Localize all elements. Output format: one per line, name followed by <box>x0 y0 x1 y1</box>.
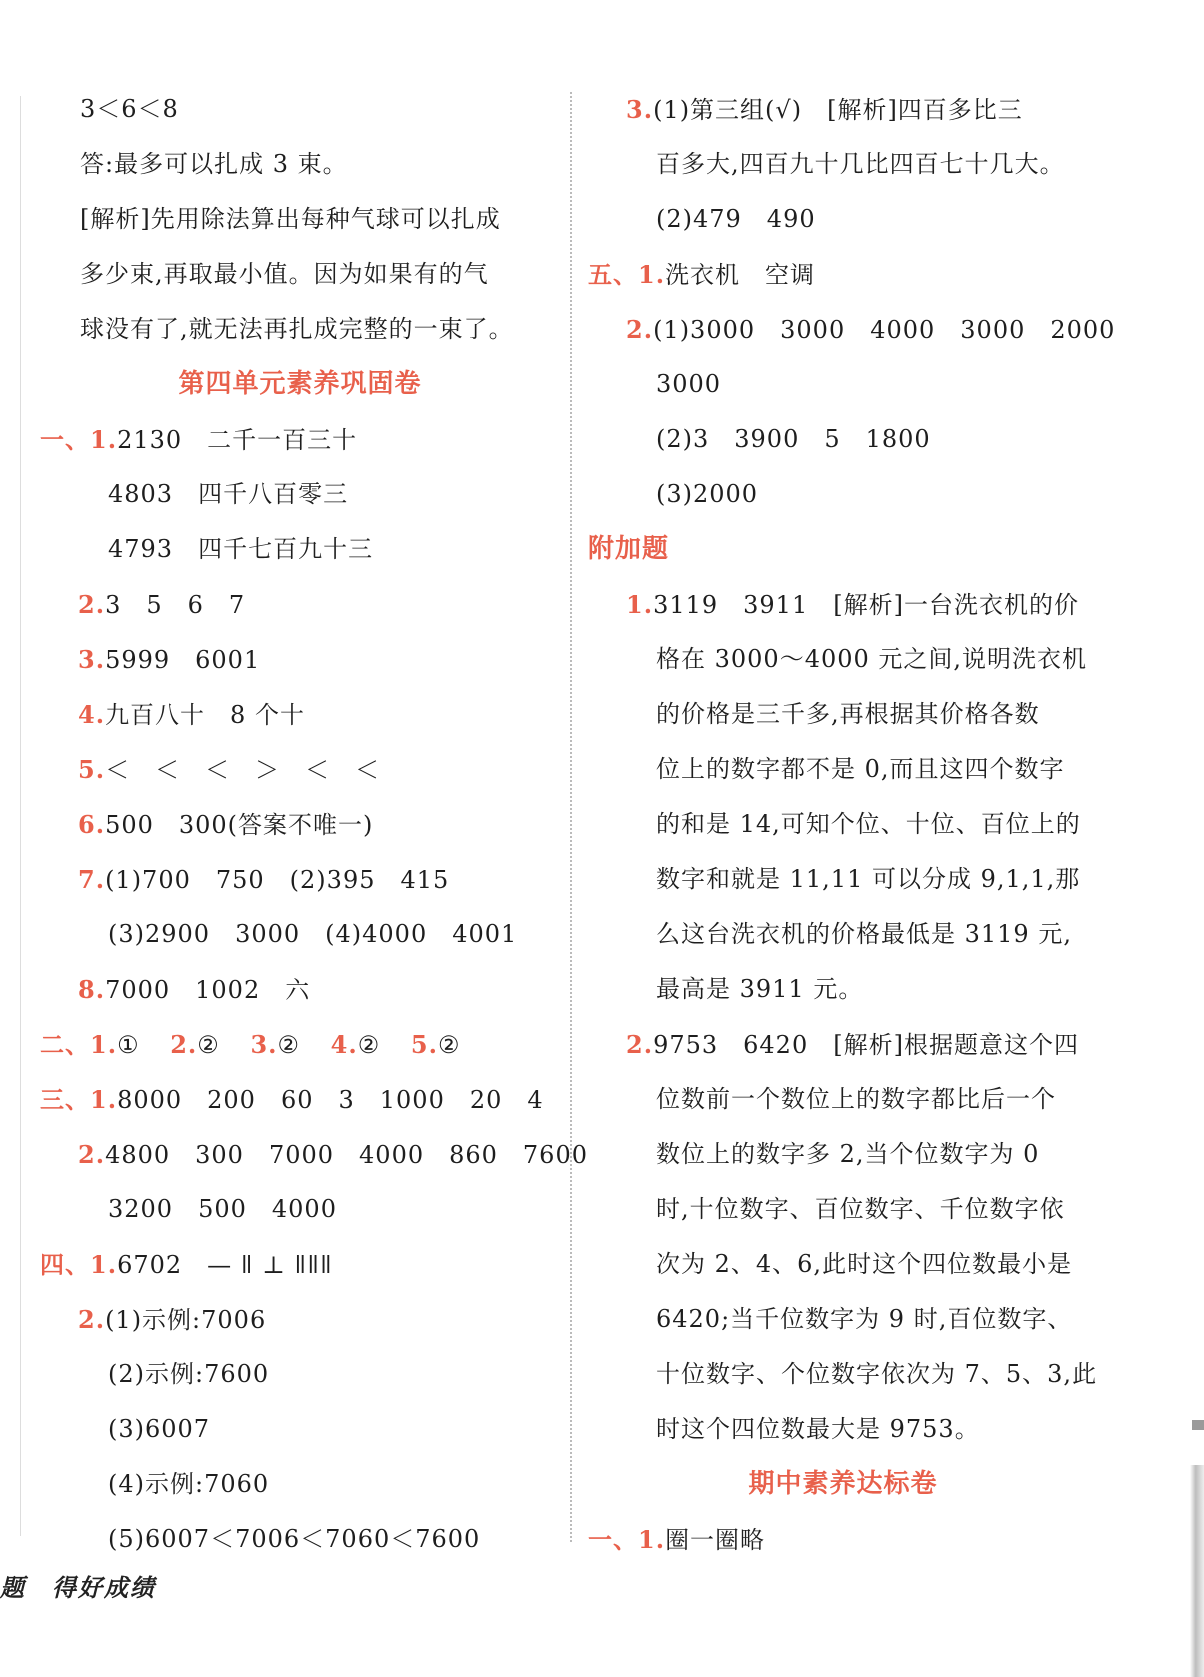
q-number: 2. <box>78 590 106 619</box>
section5-line <box>588 302 1116 357</box>
footer-slogan: 题 得好成绩 <box>0 1573 156 1602</box>
q-number: 一、1. <box>40 425 118 454</box>
s4-answer: 6702 — ǁ ⊥ ǁǁǁ <box>117 1251 333 1279</box>
extra2-line: 时,十位数字、百位数字、千位数字依 <box>656 1195 1065 1223</box>
r3-line <box>588 82 1098 137</box>
extra1-line <box>588 577 1098 632</box>
midterm-answer: 圈一圈略 <box>665 1526 766 1554</box>
q-number: 2. <box>170 1030 198 1059</box>
q5-answer: ＜ ＜ ＜ ＞ ＜ ＜ <box>105 756 381 784</box>
midterm-title: 期中素养达标卷 <box>748 1469 938 1499</box>
section3-line <box>40 1072 560 1127</box>
q1-answer: 2130 二千一百三十 <box>117 426 358 454</box>
q-number: 五、1. <box>588 260 666 289</box>
section5-line: (2)3 3900 5 1800 <box>656 425 931 453</box>
page-edge-shadow <box>1190 1465 1204 1677</box>
answer-line: 答:最多可以扎成 3 束。 <box>80 150 348 178</box>
section3-line <box>40 1127 588 1182</box>
q-number: 二、1. <box>40 1030 118 1059</box>
q2-line <box>40 577 560 632</box>
left-column <box>40 82 588 1567</box>
unit4-title: 第四单元素养巩固卷 <box>178 369 422 399</box>
q7-line: (3)2900 3000 (4)4000 4001 <box>108 920 518 948</box>
choice-answer: ② <box>197 1031 220 1059</box>
q3-line <box>40 632 560 687</box>
extra2-line: 次为 2、4、6,此时这个四位数最小是 <box>656 1250 1073 1278</box>
section3-line: 3200 500 4000 <box>108 1195 337 1223</box>
q7-answer: (1)700 750 (2)395 415 <box>105 866 450 894</box>
q1-line: 4793 四千七百九十三 <box>108 535 374 563</box>
extra2-line: 6420;当千位数字为 9 时,百位数字、 <box>656 1305 1073 1333</box>
q-number: 2. <box>78 1305 106 1334</box>
q8-line <box>40 962 560 1017</box>
q-number: 3. <box>250 1030 278 1059</box>
q-number: 8. <box>78 975 106 1004</box>
q1-line: 4803 四千八百零三 <box>108 480 349 508</box>
extra1-line: 最高是 3911 元。 <box>656 975 864 1003</box>
analysis-line: [解析]先用除法算出每种气球可以扎成 <box>80 205 501 233</box>
r3-line: (2)479 490 <box>656 205 816 233</box>
analysis-line: 多少束,再取最小值。因为如果有的气 <box>80 260 489 288</box>
extra2-answer: 9753 6420 [解析]根据题意这个四 <box>653 1031 1079 1059</box>
q-number: 三、1. <box>40 1085 118 1114</box>
choice-answer: ② <box>437 1031 461 1059</box>
section4-line: (2)示例:7600 <box>108 1360 270 1388</box>
q-number: 2. <box>78 1140 106 1169</box>
q-number: 7. <box>78 865 106 894</box>
extra1-line: 的价格是三千多,再根据其价格各数 <box>656 700 1040 728</box>
section5-line: 3000 <box>656 370 722 398</box>
analysis-line: 球没有了,就无法再扎成完整的一束了。 <box>80 315 514 343</box>
q6-line <box>40 797 560 852</box>
s5-answer: (1)3000 3000 4000 3000 2000 <box>653 316 1116 344</box>
choice-answer: ① <box>117 1031 140 1059</box>
choice-answer: ② <box>357 1031 381 1059</box>
extra1-line: 的和是 14,可知个位、十位、百位上的 <box>656 810 1081 838</box>
section2-line <box>40 1017 560 1072</box>
q-number: 4. <box>78 700 106 729</box>
midterm-line <box>588 1512 1098 1567</box>
s3-answer: 8000 200 60 3 1000 20 4 <box>117 1086 544 1114</box>
section5-line <box>588 247 1098 302</box>
page-edge-mark <box>1192 1420 1204 1430</box>
section4-line <box>40 1292 560 1347</box>
q2-answer: 3 5 6 7 <box>105 591 246 619</box>
q4-line <box>40 687 560 742</box>
q-number: 6. <box>78 810 106 839</box>
section4-line: (5)6007＜7006＜7060＜7600 <box>108 1525 481 1553</box>
s4-answer: (1)示例:7006 <box>105 1306 267 1334</box>
r3-answer: (1)第三组(√) [解析]四百多比三 <box>653 96 1023 124</box>
q3-answer: 5999 6001 <box>105 646 261 674</box>
extra2-line: 位数前一个数位上的数字都比后一个 <box>656 1085 1056 1113</box>
s5-answer: 洗衣机 空调 <box>665 261 816 289</box>
q7-line <box>40 852 560 907</box>
extra-title: 附加题 <box>588 534 670 564</box>
s3-answer: 4800 300 7000 4000 860 7600 <box>105 1141 588 1169</box>
q1-line <box>40 412 560 467</box>
q-number: 3. <box>78 645 106 674</box>
section5-line: (3)2000 <box>656 480 759 508</box>
q-number: 四、1. <box>40 1250 118 1279</box>
q-number: 2. <box>626 315 654 344</box>
section4-line <box>40 1237 560 1292</box>
choice-answer: ② <box>277 1031 301 1059</box>
extra2-line: 数位上的数字多 2,当个位数字为 0 <box>656 1140 1040 1168</box>
right-column <box>588 82 1116 1567</box>
q-number: 5. <box>78 755 106 784</box>
extra2-line: 十位数字、个位数字依次为 7、5、3,此 <box>656 1360 1098 1388</box>
extra2-line <box>588 1017 1098 1072</box>
left-margin-line <box>20 96 21 1536</box>
extra2-line: 时这个四位数最大是 9753。 <box>656 1415 980 1443</box>
q-number: 一、1. <box>588 1525 666 1554</box>
q-number: 3. <box>626 95 654 124</box>
answer-line: 3＜6＜8 <box>80 95 179 123</box>
extra1-line: 么这台洗衣机的价格最低是 3119 元, <box>656 920 1072 948</box>
extra1-line: 格在 3000～4000 元之间,说明洗衣机 <box>656 645 1088 673</box>
q-number: 2. <box>626 1030 654 1059</box>
q4-answer: 九百八十 8 个十 <box>105 701 305 729</box>
q5-line <box>40 742 560 797</box>
section4-line: (4)示例:7060 <box>108 1470 270 1498</box>
extra1-line: 数字和就是 11,11 可以分成 9,1,1,那 <box>656 865 1081 893</box>
q8-answer: 7000 1002 六 <box>105 976 311 1004</box>
r3-line: 百多大,四百九十几比四百七十几大。 <box>656 150 1065 178</box>
section4-line: (3)6007 <box>108 1415 211 1443</box>
q-number: 5. <box>410 1030 438 1059</box>
q-number: 4. <box>330 1030 358 1059</box>
q-number: 1. <box>626 590 654 619</box>
q6-answer: 500 300(答案不唯一) <box>105 811 374 839</box>
column-divider <box>570 92 572 1542</box>
extra1-line: 位上的数字都不是 0,而且这四个数字 <box>656 755 1065 783</box>
extra1-answer: 3119 3911 [解析]一台洗衣机的价 <box>653 591 1079 619</box>
